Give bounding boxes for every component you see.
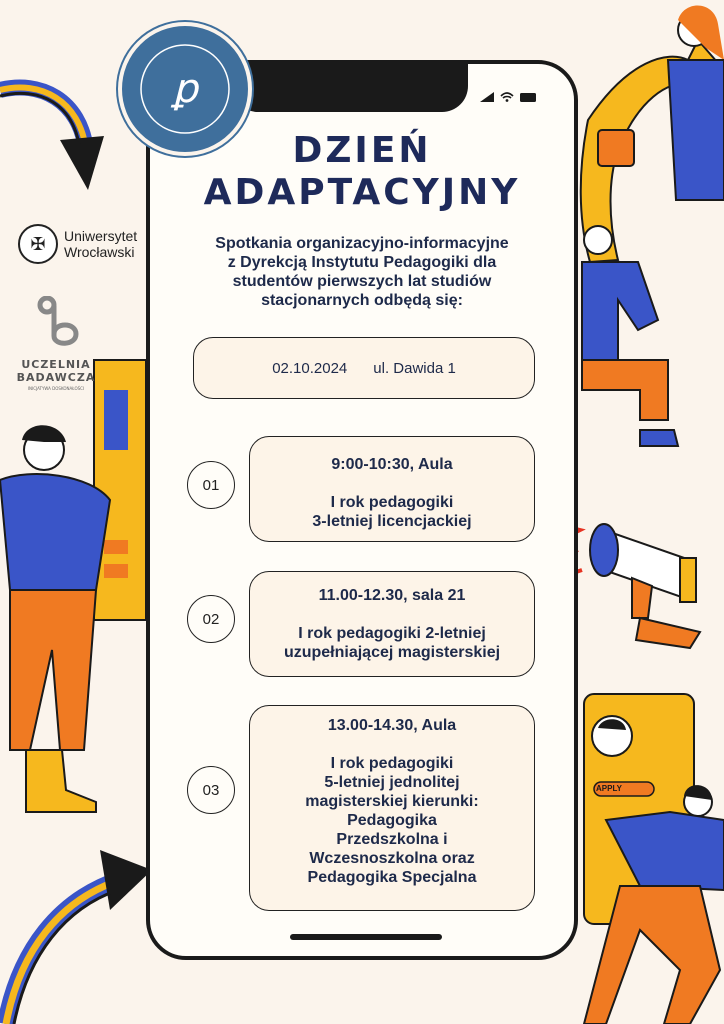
right-top-illustration bbox=[578, 0, 724, 460]
phone-notch bbox=[232, 60, 468, 112]
session-desc-03-line3: magisterskiej kierunki: bbox=[305, 793, 479, 810]
uwr-name-line1: Uniwersytet bbox=[64, 228, 138, 244]
session-desc-03-line6: Wczesnoszkolna oraz bbox=[309, 850, 475, 867]
session-desc-01-line2: 3-letniej licencjackiej bbox=[312, 513, 472, 530]
left-person-illustration bbox=[0, 350, 150, 830]
session-card-03 bbox=[249, 705, 535, 911]
event-info-pill bbox=[193, 337, 535, 399]
phone-status-bar bbox=[480, 92, 538, 102]
intro-text bbox=[170, 234, 554, 310]
uwr-name-line2: Wrocławski bbox=[64, 244, 135, 260]
ub-mark-icon bbox=[26, 296, 86, 354]
eagle-emblem-icon: ✠ bbox=[18, 224, 58, 264]
title-line1: DZIEŃ bbox=[292, 130, 432, 171]
event-date: 02.10.2024 bbox=[272, 359, 348, 377]
event-address: ul. Dawida 1 bbox=[373, 359, 456, 377]
svg-text:ꝑ: ꝑ bbox=[172, 66, 198, 112]
session-time-03: 13.00-14.30, Aula bbox=[327, 717, 457, 734]
intro-line4: stacjonarnych odbędą się: bbox=[261, 292, 463, 309]
top-left-arrow-decoration bbox=[0, 60, 110, 210]
ub-title-line1: UCZELNIA bbox=[21, 358, 91, 371]
bottom-right-illustration bbox=[580, 690, 724, 1024]
intro-line3: studentów pierwszych lat studiów bbox=[232, 273, 492, 290]
intro-line1: Spotkania organizacyjno-informacyjne bbox=[215, 235, 509, 252]
session-desc-03-line4: Pedagogika bbox=[347, 812, 437, 829]
ub-subtitle: INICJATYWA DOSKONAŁOŚCI bbox=[27, 386, 85, 391]
session-number-02: 02 bbox=[187, 595, 235, 643]
phone-home-indicator bbox=[290, 934, 442, 940]
session-desc-02-line1: I rok pedagogiki 2-letniej bbox=[298, 625, 486, 642]
session-desc-03-line7: Pedagogika Specjalna bbox=[307, 869, 477, 886]
session-desc-01-line1: I rok pedagogiki bbox=[330, 494, 454, 511]
bottom-left-arrow-decoration bbox=[0, 830, 160, 1024]
institute-seal-graphic bbox=[122, 26, 248, 152]
apply-label: APPLY bbox=[596, 784, 622, 793]
session-time-01: 9:00-10:30, Aula bbox=[331, 456, 453, 473]
uwr-logo[interactable] bbox=[18, 224, 137, 264]
intro-line2: z Dyrekcją Instytutu Pedagogiki dla bbox=[227, 254, 497, 271]
title-line2: ADAPTACYJNY bbox=[203, 172, 521, 213]
institute-seal bbox=[118, 22, 252, 156]
session-desc-03-line5: Przedszkolna i bbox=[336, 831, 448, 848]
session-card-02 bbox=[249, 571, 535, 677]
session-number-03: 03 bbox=[187, 766, 235, 814]
session-number-01: 01 bbox=[187, 461, 235, 509]
session-card-01 bbox=[249, 436, 535, 542]
signal-icon bbox=[480, 92, 494, 102]
battery-icon bbox=[520, 92, 538, 102]
ub-title-line2: BADAWCZA bbox=[16, 371, 96, 384]
session-desc-02-line2: uzupełniającej magisterskiej bbox=[283, 644, 501, 661]
session-time-02: 11.00-12.30, sala 21 bbox=[318, 587, 466, 604]
session-desc-03-line2: 5-letniej jednolitej bbox=[324, 774, 460, 791]
uczelnia-badawcza-logo[interactable] bbox=[14, 296, 98, 391]
session-desc-03-line1: I rok pedagogiki bbox=[330, 755, 454, 772]
wifi-icon bbox=[500, 92, 514, 102]
